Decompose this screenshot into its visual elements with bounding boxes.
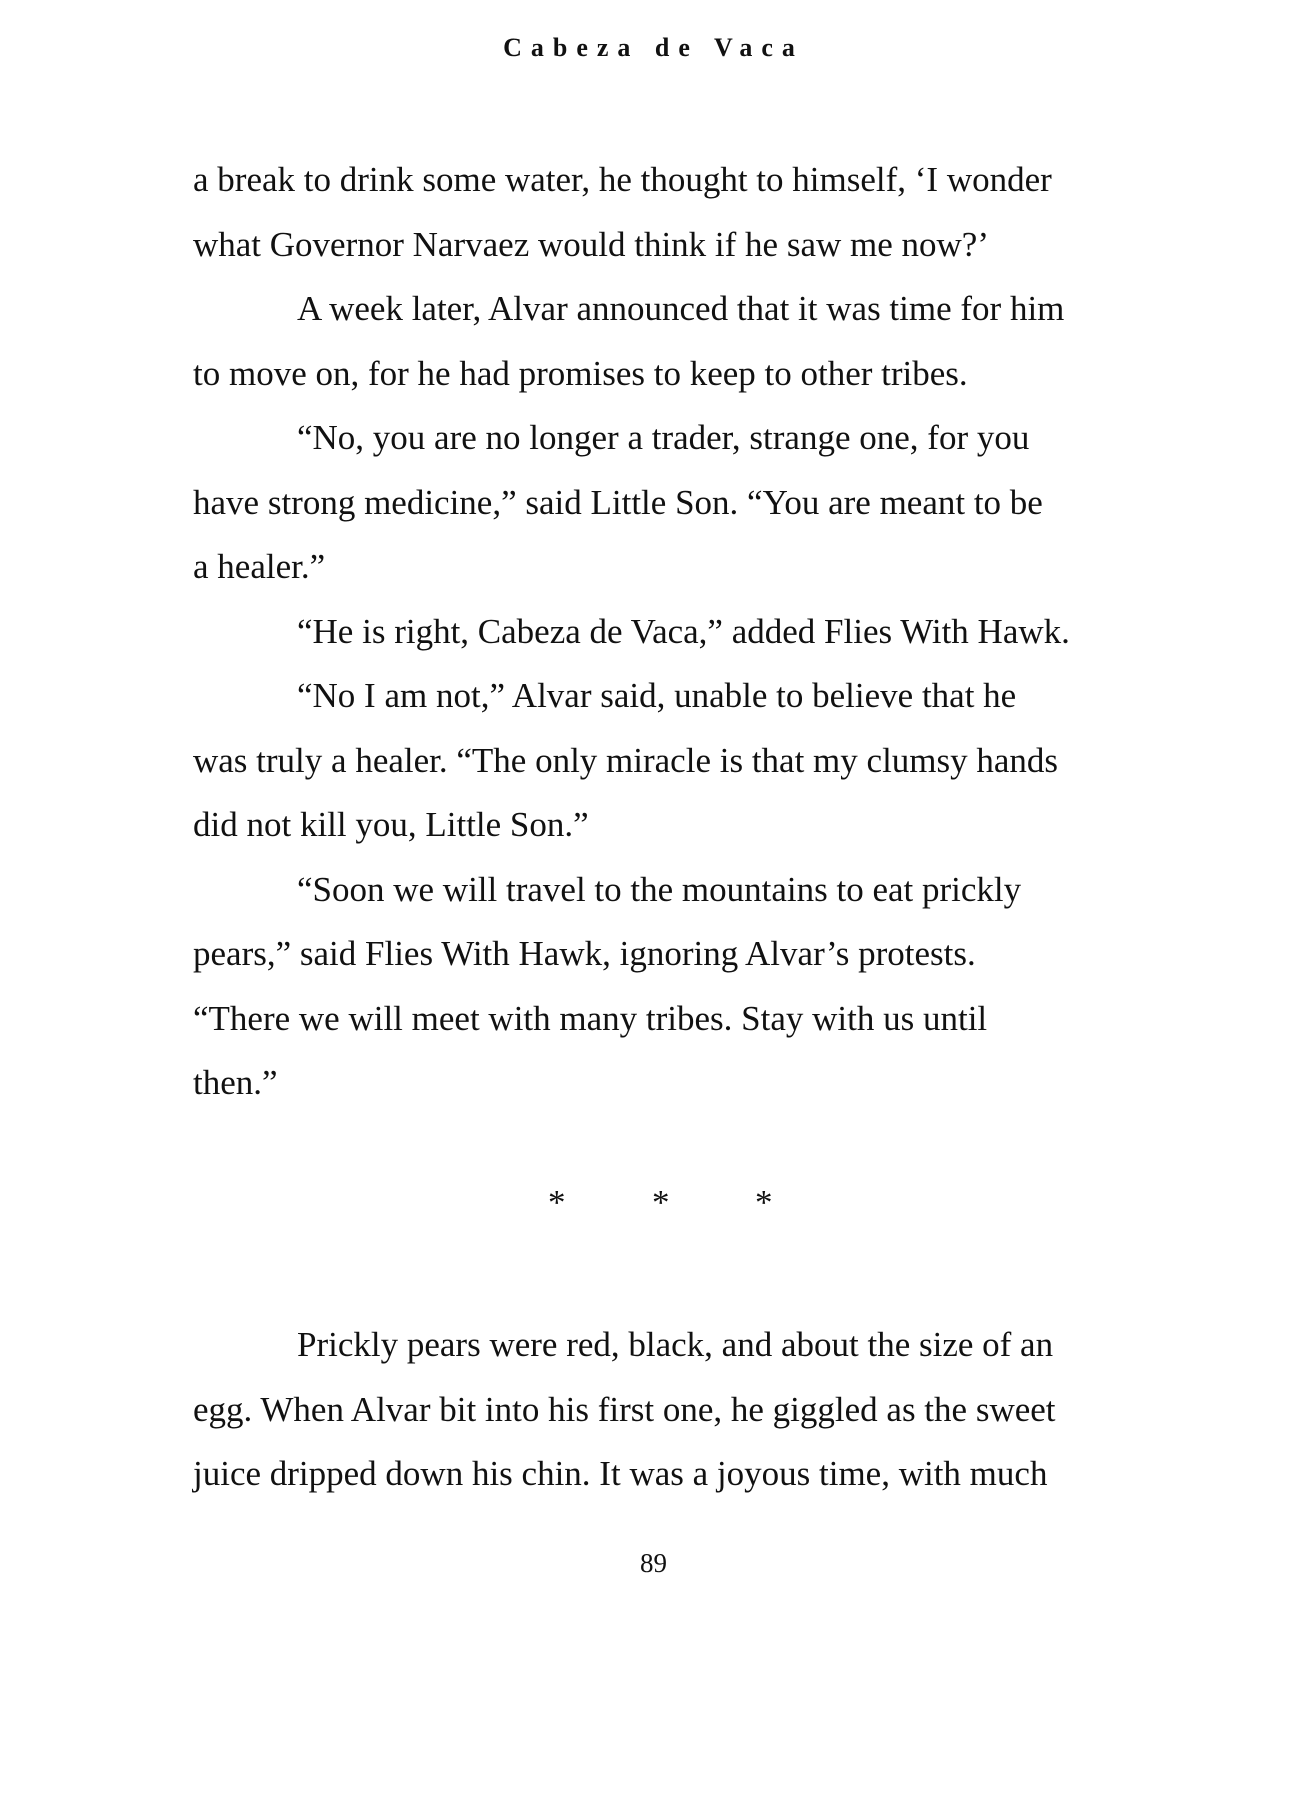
text-line: have strong medicine,” said Little Son. “You are meant to be (193, 482, 1043, 522)
text-line: pears,” said Flies With Hawk, ignoring Alvar’s protests. (193, 934, 976, 973)
main-text-after-break (193, 1313, 1153, 1507)
text-line: Prickly pears were red, black, and about the size of an (297, 1325, 1054, 1364)
text-line: “No I am not,” Alvar said, unable to believe that he (297, 676, 1017, 715)
page-number: 89 (640, 1548, 667, 1578)
text-line: “He is right, Cabeza de Vaca,” added Flies With Hawk. (297, 611, 1070, 651)
text-line: did not kill you, Little Son.” (193, 805, 589, 844)
text-line: “Soon we will travel to the mountains to eat prickly (297, 869, 1022, 909)
text-line: egg. When Alvar bit into his first one, he giggled as the sweet (193, 1389, 1056, 1429)
text-line: what Governor Narvaez would think if he saw me now?’ (193, 224, 989, 264)
text-line: “There we will meet with many tribes. Stay with us until (193, 998, 988, 1038)
text-line: was truly a healer. “The only miracle is that my clumsy hands (193, 740, 1059, 780)
running-title: Cabeza de Vaca (503, 33, 804, 62)
text-line: “No, you are no longer a trader, strange one, for you (297, 418, 1030, 457)
main-text-before-break (193, 148, 1153, 1116)
scene-break-asterisk: * (548, 1183, 566, 1222)
scene-break-asterisk: * (652, 1183, 670, 1222)
scene-break (0, 1178, 1307, 1228)
text-line: to move on, for he had promises to keep to other tribes. (193, 353, 968, 393)
text-line: A week later, Alvar announced that it was time for him (297, 289, 1065, 328)
text-line: juice dripped down his chin. It was a joyous time, with much (193, 1454, 1048, 1493)
text-line: a healer.” (193, 547, 326, 586)
scene-break-asterisk: * (755, 1183, 773, 1222)
text-line: then.” (193, 1063, 278, 1102)
text-line: a break to drink some water, he thought to himself, ‘I wonder (193, 160, 1052, 199)
